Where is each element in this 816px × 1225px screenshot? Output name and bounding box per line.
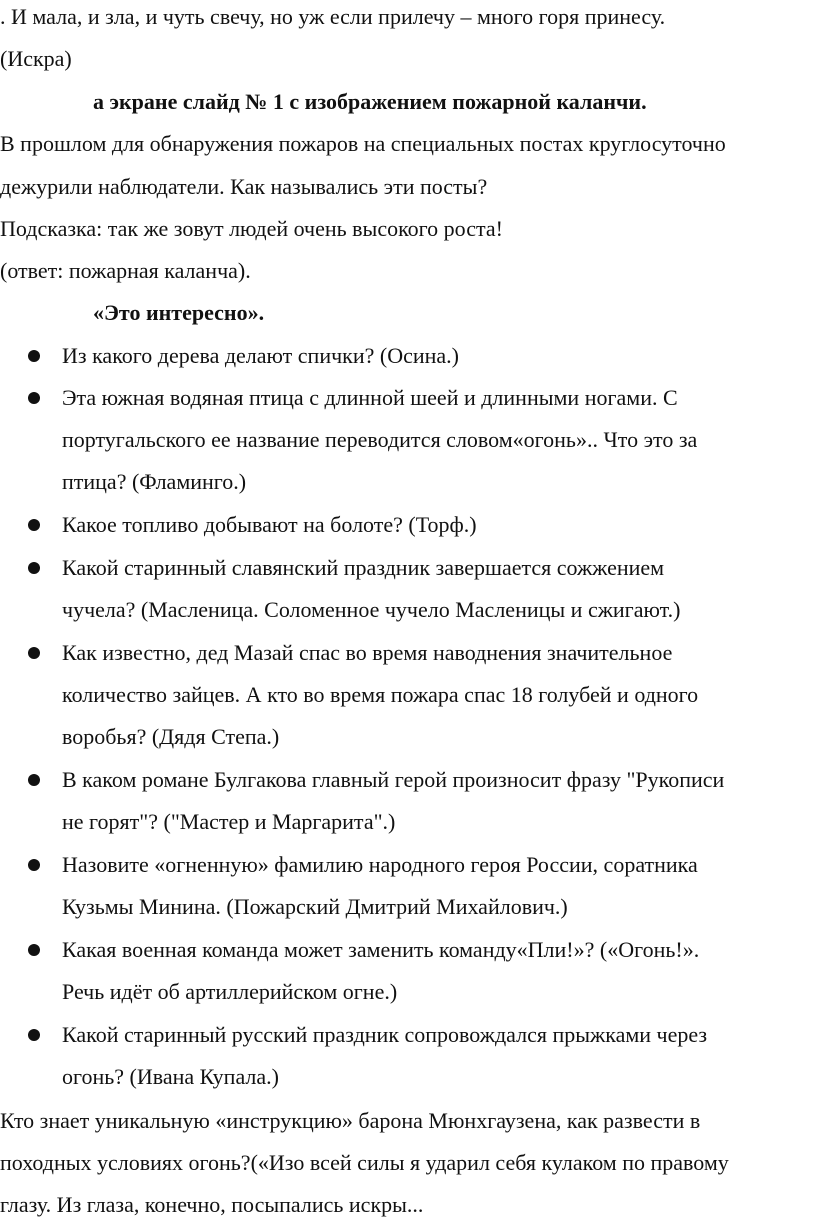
bullet-3-line-1: Какое топливо добывают на болоте? (Торф.) [62,512,477,537]
answer-text: (ответ: пожарная каланча). [0,258,251,283]
bullet-icon [28,392,40,404]
bullet-4-line-2: чучела? (Масленица. Соломенное чучело Масленицы и сжигают.) [62,597,681,622]
bullet-5-line-3: воробья? (Дядя Степа.) [62,724,280,749]
riddle-answer: (Искра) [0,46,72,71]
bullet-9-line-2: огонь? (Ивана Купала.) [62,1064,279,1089]
final-line-2: походных условиях огонь?(«Изо всей силы я ударил себя кулаком по правому [0,1150,729,1175]
final-line-1: Кто знает уникальную «инструкцию» барона Мюнхгаузена, как развести в [0,1108,701,1133]
bullet-icon [28,647,40,659]
bullet-7-line-1: Назовите «огненную» фамилию народного героя России, соратника [62,852,698,877]
bullet-8-line-1: Какая военная команда может заменить команду«Пли!»? («Огонь!». [62,937,700,962]
bullet-6-line-1: В каком романе Булгакова главный герой произносит фразу "Рукописи [62,767,725,792]
slide-heading: а экране слайд № 1 с изображением пожарной каланчи. [93,89,647,114]
bullet-icon [28,944,40,956]
interesting-heading: «Это интересно». [93,300,265,325]
bullet-icon [28,774,40,786]
bullet-6-line-2: не горят"? ("Мастер и Маргарита".) [62,809,396,834]
bullet-1-line-1: Из какого дерева делают спички? (Осина.) [62,343,460,368]
question-line-1: В прошлом для обнаружения пожаров на специальных постах круглосуточно [0,131,726,156]
bullet-5-line-1: Как известно, дед Мазай спас во время наводнения значительное [62,640,673,665]
riddle-text: . И мала, и зла, и чуть свечу, но уж если прилечу – много горя принесу. [0,4,666,29]
bullet-2-line-3: птица? (Фламинго.) [62,469,247,494]
question-line-2: дежурили наблюдатели. Как назывались эти посты? [0,174,488,199]
hint-text: Подсказка: так же зовут людей очень высокого роста! [0,216,503,241]
bullet-icon [28,519,40,531]
bullet-4-line-1: Какой старинный славянский праздник завершается сожжением [62,555,665,580]
bullet-2-line-2: португальского ее название переводится словом«огонь».. Что это за [62,427,698,452]
bullet-5-line-2: количество зайцев. А кто во время пожара спас 18 голубей и одного [62,682,699,707]
bullet-icon [28,1029,40,1041]
final-line-3: глазу. Из глаза, конечно, посыпались искры... [0,1192,424,1217]
bullet-2-line-1: Эта южная водяная птица с длинной шеей и длинными ногами. С [62,385,678,410]
bullet-8-line-2: Речь идёт об артиллерийском огне.) [62,979,398,1004]
bullet-icon [28,859,40,871]
bullet-9-line-1: Какой старинный русский праздник сопровождался прыжками через [62,1022,708,1047]
bullet-icon [28,350,40,362]
bullet-icon [28,562,40,574]
bullet-7-line-2: Кузьмы Минина. (Пожарский Дмитрий Михайлович.) [62,894,568,919]
